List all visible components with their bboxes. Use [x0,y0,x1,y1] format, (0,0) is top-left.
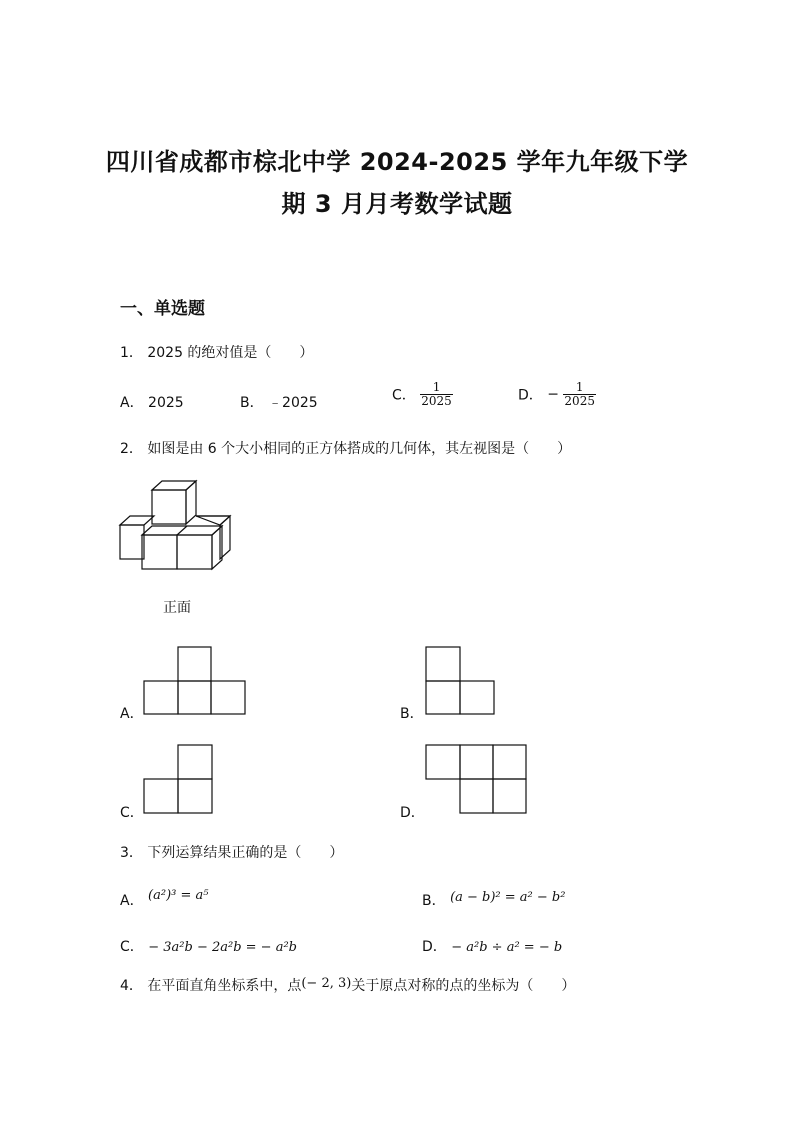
q1-option-c [392,381,453,408]
fraction [420,381,453,408]
q1-option-d [518,381,596,408]
doc-title-line1: 四川省成都市棕北中学 2024-2025 学年九年级下学 [105,148,689,176]
q3-option-b [422,890,565,910]
question-4-text: 4． 在平面直角坐标系中，点 [120,978,302,994]
math-expression: (a²)³ = a⁵ [148,888,209,903]
option-label: C． [392,387,416,404]
q2-option-c-figure [143,744,215,816]
section-heading: 一、单选题 [120,299,205,319]
question-2-stem: 2． 如图是由 6 个大小相同的正方体搭成的几何体，其左视图是（ ） [120,441,572,457]
option-label: C． [120,939,144,955]
q2-option-b-figure [425,646,497,716]
question-4-stem [120,975,575,995]
option-text: 2025 [148,395,184,411]
fraction [563,381,596,408]
q3-option-c [120,936,297,956]
point-coordinates: (− 2, 3) [301,976,352,991]
fraction-numerator: 1 [575,380,584,394]
option-label: A． [120,395,144,411]
q2-option-a-label: A． [120,706,144,722]
option-label: D． [518,387,543,404]
option-text: ﹣2025 [268,395,318,411]
q3-option-d [422,936,562,956]
fraction-denominator: 2025 [421,394,452,408]
cube-stack-figure [114,478,238,574]
option-label: B． [240,395,264,411]
q1-option-b [240,392,318,412]
option-label: B． [422,893,446,909]
math-expression: (a − b)² = a² − b² [450,890,566,905]
question-3-stem: 3． 下列运算结果正确的是（ ） [120,845,344,861]
q2-option-a-figure [143,646,247,716]
q2-option-c-label: C． [120,805,144,821]
q2-option-b-label: B． [400,706,424,722]
question-4-text-tail: 关于原点对称的点的坐标为（ ） [351,978,576,994]
q3-option-a [120,890,208,910]
q2-option-d-label: D． [400,805,425,821]
fraction-denominator: 2025 [564,394,595,408]
math-expression: − 3a²b − 2a²b = − a²b [148,940,297,955]
q1-option-a [120,392,184,412]
front-label: 正面 [163,600,191,616]
math-expression: − a²b ÷ a² = − b [451,940,563,955]
doc-title-line2: 期 3 月月考数学试题 [281,190,513,218]
question-1-stem: 1． 2025 的绝对值是（ ） [120,345,314,361]
option-label: D． [422,939,447,955]
fraction-numerator: 1 [432,380,441,394]
option-label: A． [120,893,144,909]
minus-sign: − [547,386,559,403]
q2-option-d-figure [425,744,529,816]
